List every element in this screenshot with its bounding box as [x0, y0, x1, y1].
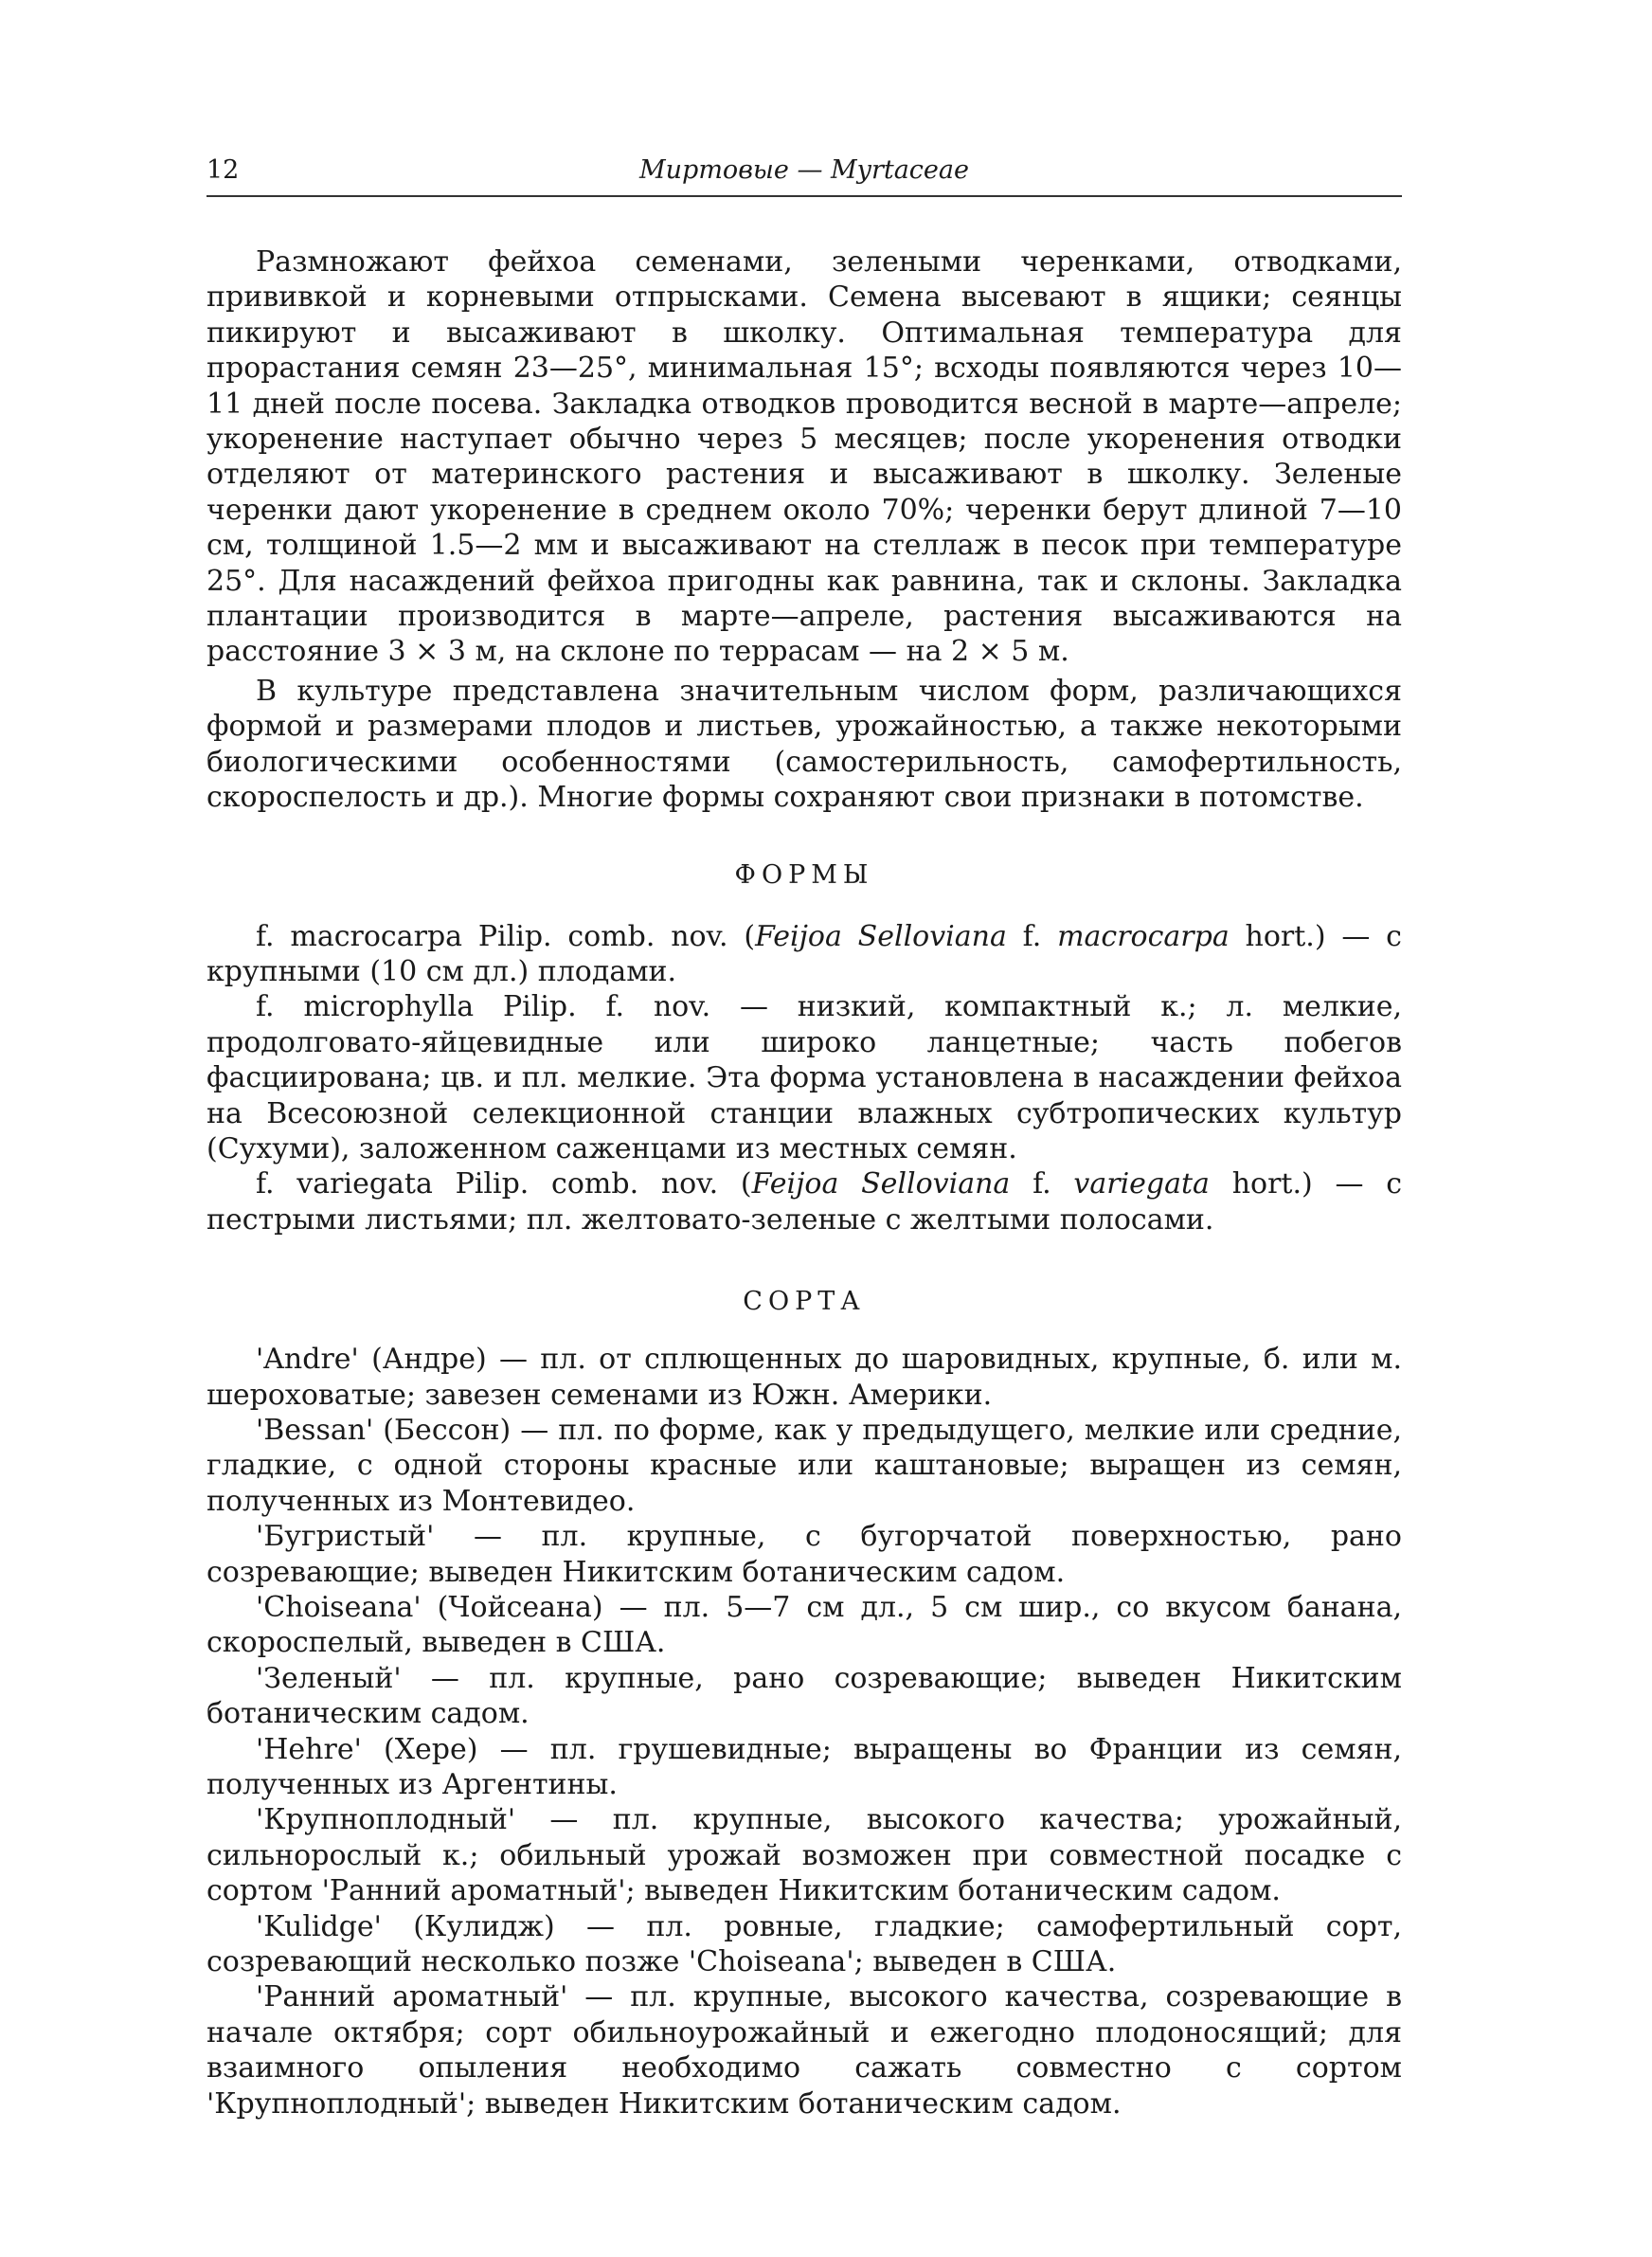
cultivar-entry-bessan: 'Bessan' (Бессон) — пл. по форме, как у предыдущего, мелкие или средние, гладкие, с одной стороны красные или каштановые; выращен из семян, полученных из Монтевидео.	[206, 1413, 1402, 1518]
cultivars-heading: СОРТА	[743, 1287, 866, 1317]
page-header	[206, 152, 1402, 199]
intro-paragraph-propagation: Размножают фейхоа семенами, зелеными черенками, отводками, прививкой и корневыми отпрысками. Семена высевают в ящики; сеянцы пикируют и высаживают в школку. Оптимальная температура для прорастания семян 23—25°, минимальная 15°; всходы появляются через 10—11 дней после посева. Закладка отводков проводится весной в марте—апреле; укоренение наступает обычно через 5 месяцев; после укоренения отводки отделяют от материнского растения и высаживают в школку. Зеленые черенки дают укоренение в среднем около 70%; черенки берут длиной 7—10 см, толщиной 1.5—2 мм и высаживают на стеллаж в песок при температуре 25°. Для насаждений фейхоа пригодны как равнина, так и склоны. Закладка плантации производится в марте—апреле, растения высаживаются на расстояние 3 × 3 м, на склоне по террасам — на 2 × 5 м.	[206, 245, 1402, 669]
form-entry-macrocarpa: f. macrocarpa Pilip. comb. nov. (Feijoa Selloviana f. macrocarpa hort.) — с крупными (10 см дл.) плодами.	[206, 919, 1402, 988]
page-number: 12	[206, 155, 240, 185]
form-entry-variegata: f. variegata Pilip. comb. nov. (Feijoa Selloviana f. variegata hort.) — с пестрыми листьями; пл. желтовато-зеленые с желтыми полосами.	[206, 1167, 1402, 1237]
cultivar-entry-rannii-aromatnyi: 'Ранний ароматный' — пл. крупные, высокого качества, созревающие в начале октября; сорт обильноурожайный и ежегодно плодоносящий; для взаимного опыления необходимо сажать совместно с сортом 'Крупноплодный'; выведен Никитским ботаническим садом.	[206, 1980, 1402, 2121]
intro-paragraph-forms-overview: В культуре представлена значительным числом форм, различающихся формой и размерами плодов и листьев, урожайностью, а также некоторыми биологическими особенностями (самостерильность, самофертильность, скороспелость и др.). Многие формы сохраняют свои признаки в потомстве.	[206, 674, 1402, 815]
cultivar-entry-kulidge: 'Kulidge' (Кулидж) — пл. ровные, гладкие; самофертильный сорт, созревающий несколько позже 'Choiseana'; выведен в США.	[206, 1909, 1402, 1979]
cultivar-entry-andre: 'Andre' (Андре) — пл. от сплющенных до шаровидных, крупные, б. или м. шероховатые; завезен семенами из Южн. Америки.	[206, 1343, 1402, 1412]
forms-heading: ФОРМЫ	[734, 859, 874, 890]
header-rule	[206, 195, 1402, 197]
cultivar-entry-choiseana: 'Choiseana' (Чойсеана) — пл. 5—7 см дл., 5 см шир., со вкусом банана, скороспелый, выведен в США.	[206, 1591, 1402, 1660]
cultivar-entry-bugristyi: 'Бугристый' — пл. крупные, с бугорчатой поверхностью, рано созревающие; выведен Никитским ботаническим садом.	[206, 1520, 1402, 1589]
form-entry-microphylla: f. microphylla Pilip. f. nov. — низкий, компактный к.; л. мелкие, продолговато-яйцевидные или широко ланцетные; часть побегов фасциирована; цв. и пл. мелкие. Эта форма установлена в насаждении фейхоа на Всесоюзной селекционной станции влажных субтропических культур (Сухуми), заложенном саженцами из местных семян.	[206, 990, 1402, 1165]
body-text	[206, 244, 1402, 2122]
cultivar-entry-hehre: 'Hehre' (Хере) — пл. грушевидные; выращены во Франции из семян, полученных из Аргентины.	[206, 1732, 1402, 1802]
running-title: Миртовые — Myrtaceae	[639, 155, 969, 185]
cultivar-entry-zelenyi: 'Зеленый' — пл. крупные, рано созревающие; выведен Никитским ботаническим садом.	[206, 1661, 1402, 1731]
cultivar-entry-krupnoplodnyi: 'Крупноплодный' — пл. крупные, высокого качества; урожайный, сильнорослый к.; обильный урожай возможен при совместной посадке с сортом 'Ранний ароматный'; выведен Никитским ботаническим садом.	[206, 1803, 1402, 1908]
